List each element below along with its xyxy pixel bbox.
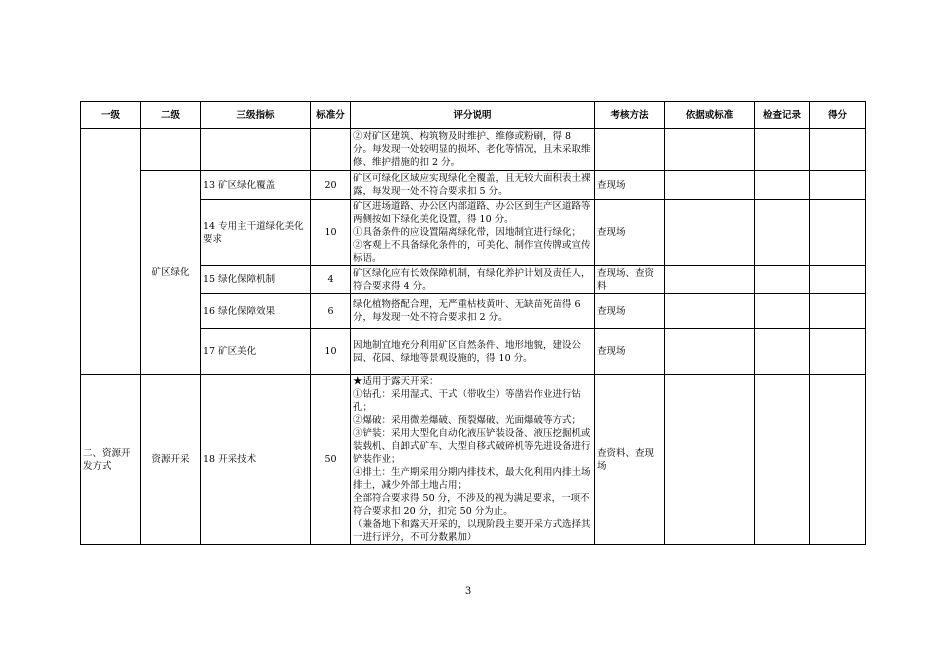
method-cell: 查现场 bbox=[595, 329, 665, 375]
level3-cell: 15 绿化保障机制 bbox=[201, 266, 311, 294]
description-cell: ★适用于露天开采： ①钻孔：采用湿式、干式（带收尘）等凿岩作业进行钻孔； ②爆破：采用微差爆破、预裂爆破、光面爆破等方式； ③铲装：采用大型化自动化液压铲装设备、液压挖掘机或装载机、自卸式矿车、大型自移式破碎机等先进设备进行铲装作业； ④排土：生产期采用分期内排技术，最大化利用内排土场排土，减少外部土地占用； 全部符合要求得 50 分，不涉及的视为满足要求，一项不符合要求扣 20 分，扣完 50 分为止。 （兼备地下和露天开采的，以现阶段主要开采方式选择其一进行评分，不可分数累加） bbox=[351, 375, 595, 545]
table-row bbox=[81, 171, 866, 200]
record-cell bbox=[755, 375, 810, 545]
points-cell bbox=[810, 200, 866, 266]
table-row bbox=[81, 129, 866, 171]
score-cell: 20 bbox=[311, 171, 351, 200]
header-basis: 依据或标准 bbox=[665, 102, 755, 129]
basis-cell bbox=[665, 129, 755, 171]
points-cell bbox=[810, 329, 866, 375]
level3-cell: 18 开采技术 bbox=[201, 375, 311, 545]
record-cell bbox=[755, 129, 810, 171]
header-description: 评分说明 bbox=[351, 102, 595, 129]
points-cell bbox=[810, 129, 866, 171]
description-cell: ②对矿区建筑、构筑物及时维护、维修或粉刷，得 8 分。每发现一处较明显的损坏、老化等情况，且未采取维修、维护措施的扣 2 分。 bbox=[351, 129, 595, 171]
record-cell bbox=[755, 329, 810, 375]
level3-cell: 16 绿化保障效果 bbox=[201, 294, 311, 329]
method-cell: 查资料、查现场 bbox=[595, 375, 665, 545]
level2-cell: 矿区绿化 bbox=[141, 171, 201, 375]
header-level1: 一级 bbox=[81, 102, 141, 129]
page-number: 3 bbox=[464, 586, 472, 597]
record-cell bbox=[755, 200, 810, 266]
basis-cell bbox=[665, 200, 755, 266]
basis-cell bbox=[665, 375, 755, 545]
basis-cell bbox=[665, 329, 755, 375]
header-level3: 三级指标 bbox=[201, 102, 311, 129]
header-row bbox=[81, 102, 866, 129]
method-cell: 查现场、查资料 bbox=[595, 266, 665, 294]
level1-cell: 二、资源开发方式 bbox=[81, 375, 141, 545]
points-cell bbox=[810, 266, 866, 294]
header-method: 考核方法 bbox=[595, 102, 665, 129]
header-level2: 二级 bbox=[141, 102, 201, 129]
points-cell bbox=[810, 375, 866, 545]
method-cell: 查现场 bbox=[595, 171, 665, 200]
basis-cell bbox=[665, 171, 755, 200]
score-cell: 10 bbox=[311, 329, 351, 375]
method-cell: 查现场 bbox=[595, 294, 665, 329]
description-cell: 矿区可绿化区域应实现绿化全覆盖，且无较大面积表土裸露，每发现一处不符合要求扣 5 分。 bbox=[351, 171, 595, 200]
points-cell bbox=[810, 294, 866, 329]
score-cell-empty bbox=[311, 129, 351, 171]
level2-cell: 资源开采 bbox=[141, 375, 201, 545]
record-cell bbox=[755, 171, 810, 200]
points-cell bbox=[810, 171, 866, 200]
description-cell: 因地制宜地充分利用矿区自然条件、地形地貌，建设公园、花园、绿地等景观设施的，得 10 分。 bbox=[351, 329, 595, 375]
header-record: 检查记录 bbox=[755, 102, 810, 129]
description-cell: 绿化植物搭配合理，无严重枯枝黄叶、无缺苗死苗得 6 分，每发现一处不符合要求扣 2 分。 bbox=[351, 294, 595, 329]
basis-cell bbox=[665, 266, 755, 294]
score-cell: 50 bbox=[311, 375, 351, 545]
level3-cell: 14 专用主干道绿化美化要求 bbox=[201, 200, 311, 266]
method-cell: 查现场 bbox=[595, 200, 665, 266]
table-row bbox=[81, 375, 866, 545]
level3-cell: 13 矿区绿化覆盖 bbox=[201, 171, 311, 200]
record-cell bbox=[755, 294, 810, 329]
score-cell: 4 bbox=[311, 266, 351, 294]
level3-cell-empty bbox=[201, 129, 311, 171]
header-points: 得分 bbox=[810, 102, 866, 129]
description-cell: 矿区绿化应有长效保障机制，有绿化养护计划及责任人，符合要求得 4 分。 bbox=[351, 266, 595, 294]
score-cell: 6 bbox=[311, 294, 351, 329]
record-cell bbox=[755, 266, 810, 294]
level2-cell-empty bbox=[141, 129, 201, 171]
level3-cell: 17 矿区美化 bbox=[201, 329, 311, 375]
method-cell-empty bbox=[595, 129, 665, 171]
scoring-table bbox=[80, 101, 866, 545]
level1-cell-empty bbox=[81, 129, 141, 375]
score-cell: 10 bbox=[311, 200, 351, 266]
basis-cell bbox=[665, 294, 755, 329]
header-score: 标准分 bbox=[311, 102, 351, 129]
description-cell: 矿区进场道路、办公区内部道路、办公区到生产区道路等两侧按如下绿化美化设置，得 10 分。 ①具备条件的应设置隔离绿化带，因地制宜进行绿化； ②客观上不具备绿化条件的，可美化、制作宣传牌或宣传标语。 bbox=[351, 200, 595, 266]
